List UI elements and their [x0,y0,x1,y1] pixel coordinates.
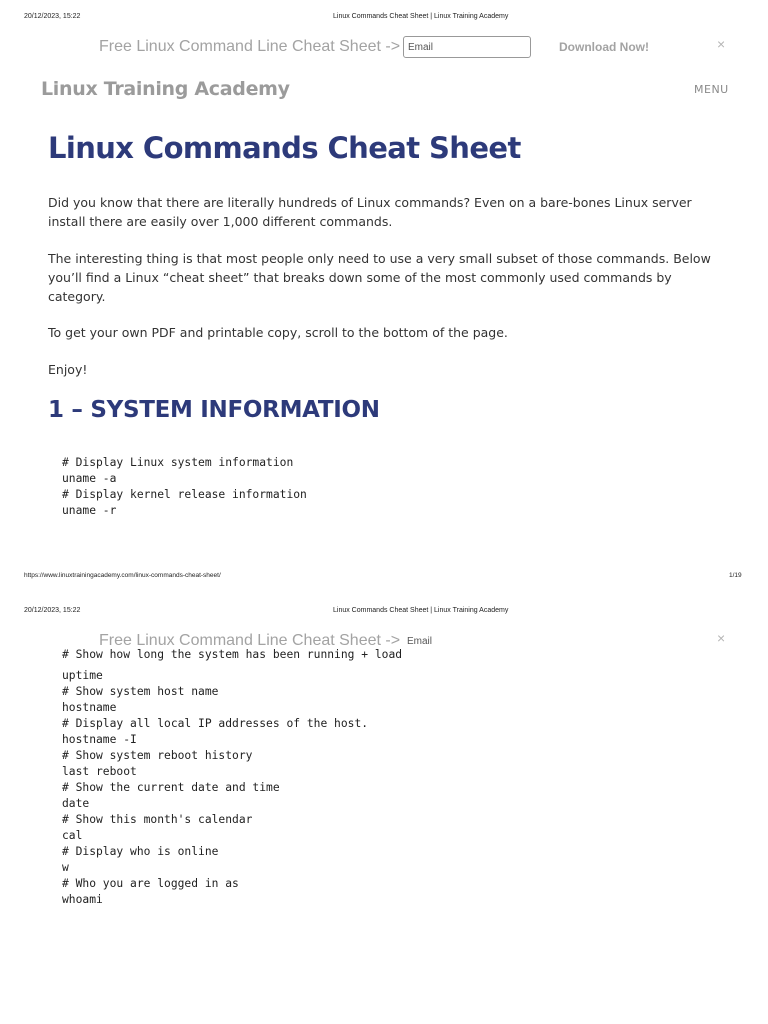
code-line: # Show the current date and time [62,781,280,794]
code-line: date [62,797,90,810]
intro-paragraph-3: To get your own PDF and printable copy, scroll to the bottom of the page. [48,325,508,340]
intro-paragraph-4: Enjoy! [48,362,88,377]
email-field[interactable]: Email [403,36,531,58]
intro-paragraph-2: The interesting thing is that most people only need to use a very small subset of those commands. Below you’ll find a Linux “cheat sheet” that breaks down some of the most commonly used commands by category. [48,251,711,304]
code-line: # Show this month's calendar [62,813,253,826]
intro-paragraph-1: Did you know that there are literally hundreds of Linux commands? Even on a bare-bones Linux server install there are easily over 1,000 different commands. [48,195,692,229]
site-brand[interactable]: Linux Training Academy [41,78,290,100]
print-footer-page: 1/19 [729,572,742,579]
code-line: whoami [62,893,103,906]
code-line: # Display kernel release information [62,488,307,501]
banner-text: Free Linux Command Line Cheat Sheet -> [99,38,401,55]
print-footer-url: https://www.linuxtrainingacademy.com/linux-commands-cheat-sheet/ [24,572,221,579]
code-line: uname -r [62,504,117,517]
code-line: w [62,861,69,874]
menu-button[interactable]: MENU [694,83,729,96]
code-line: cal [62,829,83,842]
download-now-button[interactable]: Download Now! [559,40,649,54]
code-line: # Show system host name [62,685,219,698]
code-line: uname -a [62,472,117,485]
section-heading: 1 – SYSTEM INFORMATION [48,397,380,423]
code-line: uptime [62,669,103,682]
code-line: hostname [62,701,117,714]
code-line: # Display who is online [62,845,219,858]
code-line: # Who you are logged in as [62,877,239,890]
banner-text: Free Linux Command Line Cheat Sheet -> [99,632,401,649]
code-line: hostname -I [62,733,137,746]
print-header-title: Linux Commands Cheat Sheet | Linux Training Academy [333,607,509,614]
code-block [62,455,307,519]
email-field[interactable]: Email [407,636,433,647]
code-block [62,668,368,908]
print-header-datetime: 20/12/2023, 15:22 [24,607,81,614]
code-line: # Display Linux system information [62,456,294,469]
print-header-datetime: 20/12/2023, 15:22 [24,13,81,20]
close-icon[interactable]: × [717,36,726,52]
code-line: # Display all local IP addresses of the host. [62,717,369,730]
clipped-code-line: # Show how long the system has been running + load [62,648,403,661]
print-header-title: Linux Commands Cheat Sheet | Linux Training Academy [333,13,509,20]
code-line: # Show system reboot history [62,749,253,762]
code-line: last reboot [62,765,137,778]
close-icon[interactable]: × [717,630,726,646]
page-title: Linux Commands Cheat Sheet [48,131,521,165]
